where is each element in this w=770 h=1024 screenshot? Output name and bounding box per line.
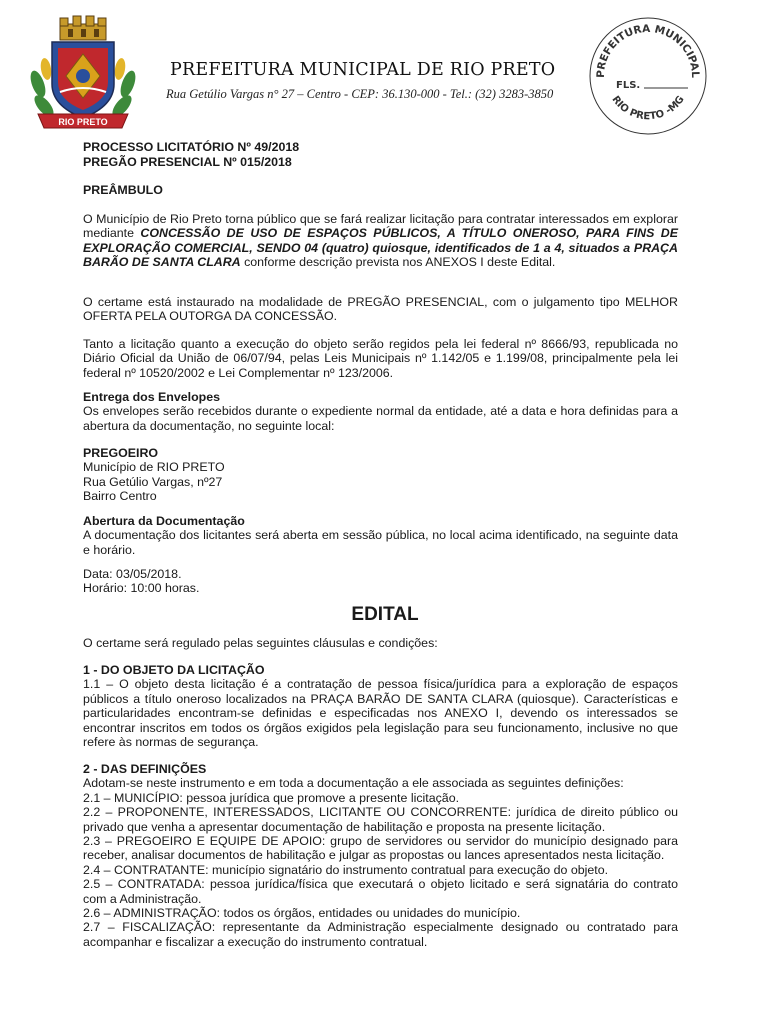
preamble-heading: PREÂMBULO: [83, 183, 163, 197]
intro-paragraph: [83, 212, 678, 270]
municipal-coat-of-arms: [30, 14, 136, 134]
intro-object-description: CONCESSÃO DE USO DE ESPAÇOS PÚBLICOS, A TÍTULO ONEROSO, PARA FINS DE EXPLORAÇÃO COMERCIAL, SENDO 04 (quatro) quiosque, identificados de 1 a 4, situados a PRAÇA BARÃO DE SANTA CLARA: [83, 226, 678, 270]
edital-intro: O certame será regulado pelas seguintes cláusulas e condições:: [83, 636, 438, 650]
crest-banner-text: RIO PRETO: [58, 117, 108, 127]
opening-time: Horário: 10:00 horas.: [83, 581, 200, 596]
stamp-fls-label: FLS.: [616, 80, 641, 91]
definition-item: Adotam-se neste instrumento e em toda a documentação a ele associada as seguintes definições:: [83, 776, 624, 791]
section-2-heading: 2 - DAS DEFINIÇÕES: [83, 762, 207, 776]
document-opening-section: [83, 514, 678, 557]
definition-item: 2.6 – ADMINISTRAÇÃO: todos os órgãos, entidades ou unidades do município.: [83, 906, 521, 921]
section-1-object: [83, 663, 678, 749]
envelope-delivery-heading: Entrega dos Envelopes: [83, 390, 221, 404]
definition-item: 2.5 – CONTRATADA: pessoa jurídica/física que executará o objeto licitado e será signatária do contrato com a Administração.: [83, 877, 678, 906]
pregoeiro-heading: PREGOEIRO: [83, 446, 159, 460]
definition-item: 2.1 – MUNICÍPIO: pessoa jurídica que promove a presente licitação.: [83, 790, 460, 805]
pregoeiro-section: [83, 446, 678, 504]
intro-text-end: conforme descrição prevista nos ANEXOS I deste Edital.: [240, 255, 556, 270]
opening-date: Data: 03/05/2018.: [83, 567, 182, 581]
legislation-paragraph: Tanto a licitação quanto a execução do objeto serão regidos pela lei federal nº 8666/93, republicada no Diário Oficial da União de 06/07/94, pelas Leis Municipais nº 1.142/05 e 1.199/08, principalmente pela lei federal nº 10520/2002 e Lei Complementar nº 123/2006.: [83, 337, 678, 380]
pregao-number: PREGÃO PRESENCIAL Nº 015/2018: [83, 155, 292, 169]
document-opening-heading: Abertura da Documentação: [83, 514, 245, 528]
header-address: Rua Getúlio Vargas n° 27 – Centro - CEP: 36.130-000 - Tel.: (32) 3283-3850: [166, 87, 554, 101]
page-number-stamp: [586, 14, 708, 136]
definition-item: 2.7 – FISCALIZAÇÃO: representante da Administração especialmente designado ou contratado para acompanhar e fiscalizar a execução do instrumento contratual.: [83, 920, 678, 949]
definition-item: 2.2 – PROPONENTE, INTERESSADOS, LICITANTE OU CONCORRENTE: jurídica de direito público ou privado que venha a apresentar documentação de habilitação e proposta na presente licitação.: [83, 805, 678, 834]
stamp-top-text: PREFEITURA MUNICIPAL: [594, 22, 702, 79]
pregoeiro-address-line: Bairro Centro: [83, 489, 157, 504]
date-time-section: [83, 567, 678, 596]
envelope-delivery-section: [83, 390, 678, 433]
envelope-delivery-text: Os envelopes serão recebidos durante o expediente normal da entidade, até a data e hora definidas para a abertura da documentação, no seguinte local:: [83, 404, 678, 433]
definition-item: 2.4 – CONTRATANTE: município signatário do instrumento contratual para execução do objeto.: [83, 862, 609, 877]
intro-text-start: O Município de Rio Preto torna público que se fará realizar licitação para contratar interessados em explorar mediante: [83, 212, 678, 241]
pregoeiro-address-line: Rua Getúlio Vargas, nº27: [83, 474, 223, 489]
process-number: PROCESSO LICITATÓRIO Nº 49/2018: [83, 140, 300, 154]
section-2-definitions: [83, 762, 678, 949]
stamp-bottom-text: RIO PRETO -MG: [609, 94, 687, 123]
document-opening-text: A documentação dos licitantes será aberta em sessão pública, no local acima identificado, na seguinte data e horário.: [83, 528, 678, 557]
section-1-text: 1.1 – O objeto desta licitação é a contratação de pessoa física/jurídica para a exploração de espaços públicos a título oneroso localizados na PRAÇA BARÃO DE SANTA CLARA (quiosque). Características e particularidades encontram-se definidas e especificadas nos ANEXO I, devendo os interessados se encontrar inscritos em todos os órgãos exigidos pela legislação para seu funcionamento, inclusive no que refere às normas de segurança.: [83, 677, 678, 750]
modalidade-paragraph: O certame está instaurado na modalidade de PREGÃO PRESENCIAL, com o julgamento tipo MELHOR OFERTA PELA OUTORGA DA CONCESSÃO.: [83, 295, 678, 324]
pregoeiro-address-line: Município de RIO PRETO: [83, 460, 225, 475]
edital-heading: EDITAL: [351, 604, 419, 625]
section-1-heading: 1 - DO OBJETO DA LICITAÇÃO: [83, 663, 265, 677]
header-title: PREFEITURA MUNICIPAL DE RIO PRETO: [170, 60, 556, 80]
definition-item: 2.3 – PREGOEIRO E EQUIPE DE APOIO: grupo de servidores ou servidor do município designado para receber, analisar documentos de habilitação e julgar as propostas ou lances apresentados nesta licitação.: [83, 834, 678, 863]
